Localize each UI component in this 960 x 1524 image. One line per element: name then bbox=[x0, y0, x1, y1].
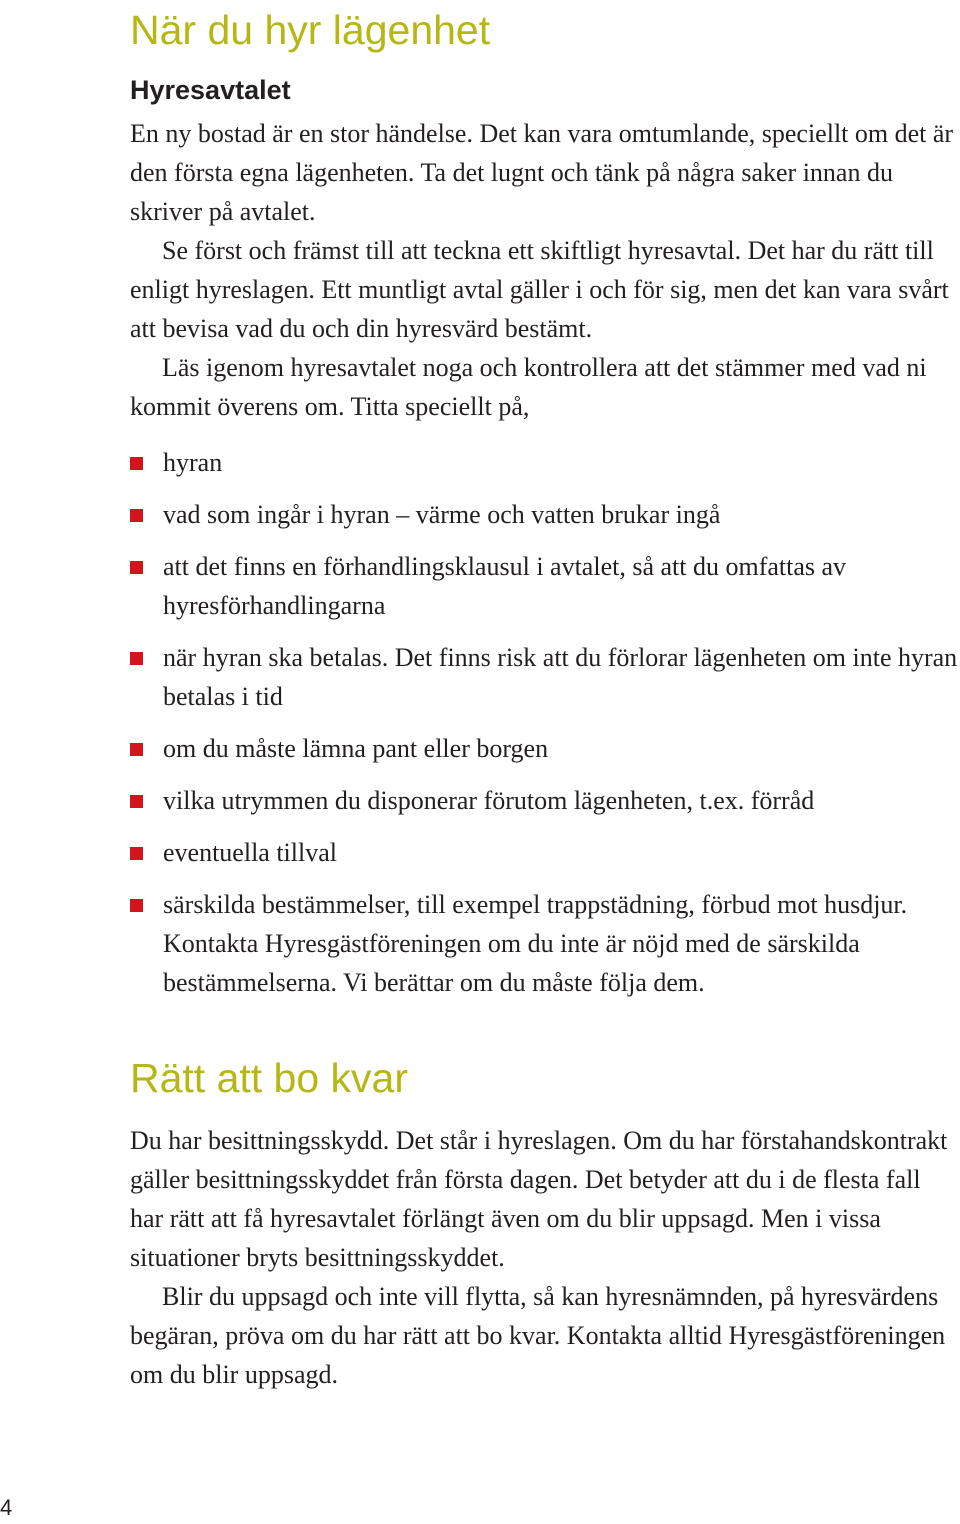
list-item bbox=[130, 885, 960, 1002]
square-bullet-icon bbox=[130, 847, 143, 860]
square-bullet-icon bbox=[130, 899, 143, 912]
paragraph: Blir du uppsagd och inte vill flytta, så kan hyresnämnden, på hyresvärdens begäran, pröva om du har rätt att bo kvar. Kontakta alltid Hyresgästföreningen om du blir uppsagd. bbox=[130, 1282, 946, 1389]
square-bullet-icon bbox=[130, 743, 143, 756]
subheading-hyresavtalet: Hyresavtalet bbox=[130, 75, 291, 105]
square-bullet-icon bbox=[130, 652, 143, 665]
list-item-text: särskilda bestämmelser, till exempel trappstädning, förbud mot husdjur. Kontakta Hyresgästföreningen om du inte är nöjd med de särskilda bestämmelserna. Vi berättar om du måste följa dem. bbox=[163, 890, 908, 997]
list-item-text: vilka utrymmen du disponerar förutom lägenheten, t.ex. förråd bbox=[163, 786, 815, 815]
list-item-text: att det finns en förhandlingsklausul i avtalet, så att du omfattas av hyresförhandlingarna bbox=[163, 552, 847, 620]
list-item bbox=[130, 729, 960, 768]
paragraph: Se först och främst till att teckna ett skiftligt hyresavtal. Det har du rätt till enligt hyreslagen. Ett muntligt avtal gäller i och för sig, men det kan vara svårt att bevisa vad du och din hyresvärd bestämt. bbox=[130, 236, 949, 343]
list-item bbox=[130, 547, 960, 625]
list-item bbox=[130, 833, 960, 872]
paragraph: En ny bostad är en stor händelse. Det kan vara omtumlande, speciellt om det är den första egna lägenheten. Ta det lugnt och tänk på några saker innan du skriver på avtalet. bbox=[130, 119, 954, 226]
list-item-text: om du måste lämna pant eller borgen bbox=[163, 734, 549, 763]
list-item bbox=[130, 495, 960, 534]
intro-text bbox=[130, 114, 960, 426]
list-item-text: när hyran ska betalas. Det finns risk att du förlorar lägenheten om inte hyran betalas i tid bbox=[163, 643, 958, 711]
square-bullet-icon bbox=[130, 561, 143, 574]
page-number: 4 bbox=[0, 1495, 13, 1520]
list-item-text: eventuella tillval bbox=[163, 838, 337, 867]
square-bullet-icon bbox=[130, 509, 143, 522]
list-item-text: vad som ingår i hyran – värme och vatten brukar ingå bbox=[163, 500, 721, 529]
checklist bbox=[130, 443, 960, 1015]
section2-text bbox=[130, 1121, 960, 1394]
section-title-ratt-att-bo-kvar: Rätt att bo kvar bbox=[130, 1055, 409, 1101]
list-item bbox=[130, 443, 960, 482]
list-item-text: hyran bbox=[163, 448, 223, 477]
list-item bbox=[130, 781, 960, 820]
paragraph: Läs igenom hyresavtalet noga och kontrollera att det stämmer med vad ni kommit överens om. Titta speciellt på, bbox=[130, 353, 927, 421]
square-bullet-icon bbox=[130, 795, 143, 808]
list-item bbox=[130, 638, 960, 716]
paragraph: Du har besittningsskydd. Det står i hyreslagen. Om du har förstahandskontrakt gäller besittningsskyddet från första dagen. Det betyder att du i de flesta fall har rätt att få hyresavtalet förlängt även om du blir uppsagd. Men i vissa situationer bryts besittningsskyddet. bbox=[130, 1126, 948, 1272]
square-bullet-icon bbox=[130, 457, 143, 470]
section-title-nar-du-hyr-lagenhet: När du hyr lägenhet bbox=[130, 7, 491, 53]
